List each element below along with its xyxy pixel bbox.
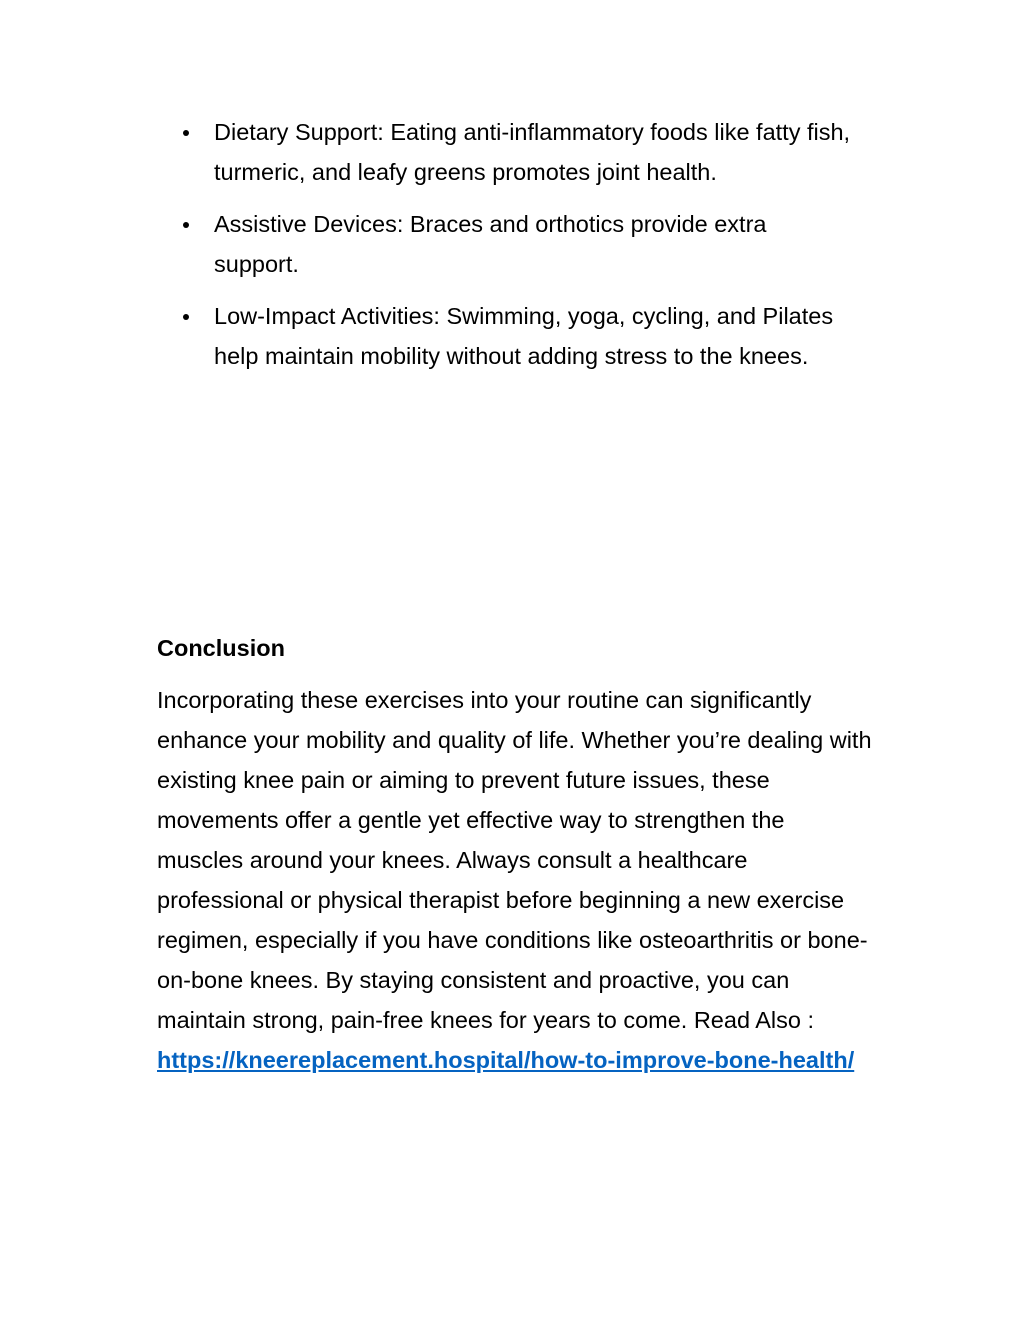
conclusion-body-text: Incorporating these exercises into your routine can significantly enhance your mobility and quality of life. Whether you’re dealing with existing knee pain or aiming to prevent future issues, these movements offer a gentle yet effective way to strengthen the muscles around your knees. Always consult a healthcare professional or physical therapist before beginning a new exercise regimen, especially if you have conditions like osteoarthritis or bone-on-bone knees. By staying consistent and proactive, you can maintain strong, pain-free knees for years to come. Read Also :: [157, 687, 872, 1033]
conclusion-paragraph: [157, 680, 872, 1080]
read-also-link[interactable]: https://kneereplacement.hospital/how-to-improve-bone-health/: [157, 1047, 855, 1073]
bullet-dot-icon: [183, 314, 189, 320]
bullet-item-assistive-devices: [157, 204, 857, 284]
bullet-item-low-impact-activities: [157, 296, 857, 376]
bullet-text: Low-Impact Activities: Swimming, yoga, cycling, and Pilates help maintain mobility without adding stress to the knees.: [214, 303, 834, 369]
bullet-item-dietary-support: [157, 112, 857, 192]
bullet-dot-icon: [183, 222, 189, 228]
bullet-dot-icon: [183, 130, 189, 136]
bullet-text: Assistive Devices: Braces and orthotics provide extra support.: [214, 211, 767, 277]
bullet-list: [157, 112, 857, 388]
conclusion-heading: Conclusion: [157, 635, 285, 661]
bullet-text: Dietary Support: Eating anti-inflammatory foods like fatty fish, turmeric, and leafy greens promotes joint health.: [214, 119, 851, 185]
